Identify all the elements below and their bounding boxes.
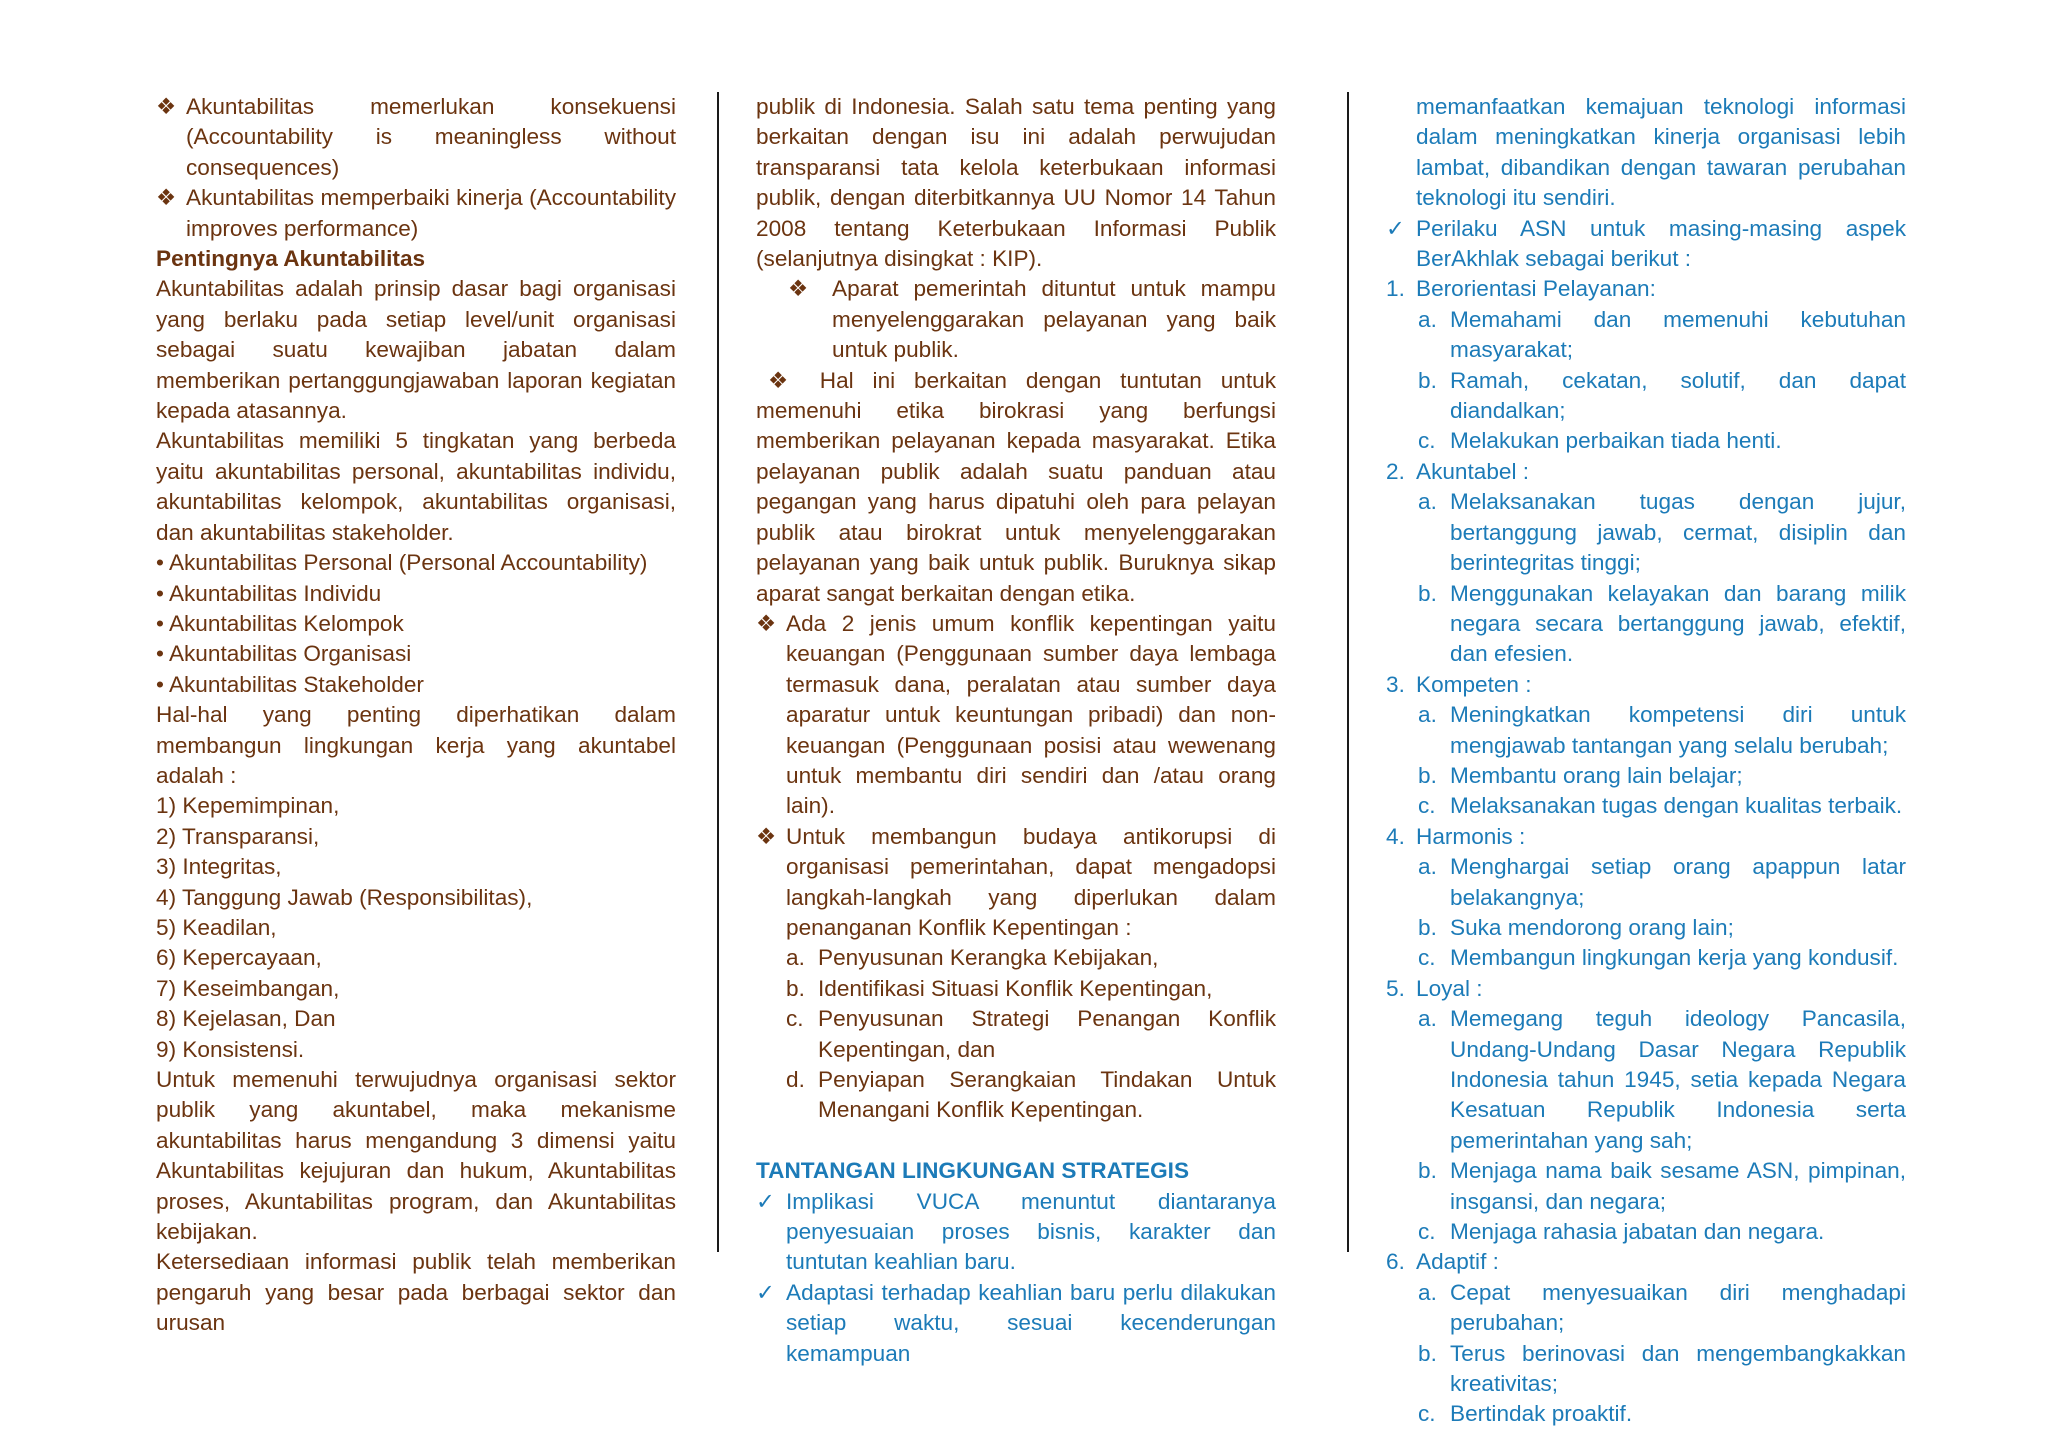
item-text: Memahami dan memenuhi kebutuhan masyarakat; bbox=[1450, 306, 1906, 363]
column-3 bbox=[1386, 92, 1906, 1430]
aspect-title-text: Adaptif : bbox=[1416, 1249, 1499, 1275]
step-marker: a. bbox=[786, 945, 805, 971]
item-marker: c. bbox=[1418, 1219, 1436, 1245]
aspect-item bbox=[1386, 791, 1906, 821]
check-text: Implikasi VUCA menuntut diantaranya penyesuaian proses bisnis, karakter dan tuntutan keahlian baru. bbox=[786, 1188, 1276, 1275]
step-text: Penyiapan Serangkaian Tindakan Untuk Menangani Konflik Kepentingan. bbox=[818, 1067, 1276, 1123]
item-text: Membantu orang lain belajar; bbox=[1450, 762, 1743, 788]
item-text: Menggunakan kelayakan dan barang milik negara secara bertanggung jawab, efektif, dan efesien. bbox=[1450, 580, 1906, 667]
item-marker: b. bbox=[1418, 367, 1437, 393]
aspect-item bbox=[1386, 1339, 1906, 1400]
bullet-text: Untuk membangun budaya antikorupsi di organisasi pemerintahan, dapat mengadopsi langkah-langkah yang diperlukan dalam penanganan Konflik Kepentingan : bbox=[786, 823, 1276, 940]
item-marker: c. bbox=[1418, 1401, 1436, 1427]
item-marker: b. bbox=[1418, 914, 1437, 940]
aspect-title bbox=[1386, 670, 1906, 700]
aspect-item bbox=[1386, 1217, 1906, 1247]
step-item bbox=[756, 1065, 1276, 1126]
aspect-item bbox=[1386, 426, 1906, 456]
item-text: Terus berinovasi dan mengembangkakkan kreativitas; bbox=[1450, 1340, 1906, 1397]
paragraph: Ketersediaan informasi publik telah memberikan pengaruh yang besar pada berbagai sektor dan urusan bbox=[156, 1249, 676, 1336]
step-marker: b. bbox=[786, 975, 805, 1001]
item-marker: c. bbox=[1418, 945, 1436, 971]
item-text: Meningkatkan kompetensi diri untuk mengjawab tantangan yang selalu berubah; bbox=[1450, 702, 1906, 758]
paragraph: Untuk memenuhi terwujudnya organisasi sektor publik yang akuntabel, maka mekanisme akuntabilitas harus mengandung 3 dimensi yaitu Akuntabilitas kejujuran dan hukum, Akuntabilitas proses, Akuntabilitas program, dan Akuntabilitas kebijakan. bbox=[156, 1067, 676, 1245]
step-item bbox=[756, 974, 1276, 1004]
bullet-item bbox=[156, 183, 676, 244]
item-marker: b. bbox=[1418, 580, 1437, 606]
aspect-title bbox=[1386, 274, 1906, 304]
aspect-number: 1. bbox=[1386, 276, 1405, 302]
column-divider bbox=[1347, 92, 1349, 1252]
item-marker: a. bbox=[1418, 854, 1437, 880]
bullet-item bbox=[756, 609, 1276, 822]
aspect-number: 2. bbox=[1386, 458, 1405, 484]
item-text: Menjaga rahasia jabatan dan negara. bbox=[1450, 1219, 1825, 1245]
section-heading: TANTANGAN LINGKUNGAN STRATEGIS bbox=[756, 1158, 1190, 1184]
list-item: 8) Kejelasan, Dan bbox=[156, 1006, 336, 1032]
aspect-item bbox=[1386, 1004, 1906, 1156]
step-text: Penyusunan Kerangka Kebijakan, bbox=[818, 945, 1159, 971]
paragraph: memanfaatkan kemajuan teknologi informasi dalam meningkatkan kinerja organisasi lebih lambat, dibandikan dengan tawaran perubahan teknologi itu sendiri. bbox=[1416, 94, 1906, 211]
aspect-item bbox=[1386, 1156, 1906, 1217]
check-item bbox=[1386, 214, 1906, 275]
bullet-text: Akuntabilitas memperbaiki kinerja (Accountability improves performance) bbox=[186, 185, 676, 241]
aspect-title-text: Harmonis : bbox=[1416, 823, 1526, 849]
aspect-item bbox=[1386, 943, 1906, 973]
aspect-item bbox=[1386, 579, 1906, 670]
item-text: Bertindak proaktif. bbox=[1450, 1401, 1633, 1427]
item-text: Melaksanakan tugas dengan jujur, bertanggung jawab, cermat, disiplin dan berintegritas tinggi; bbox=[1450, 489, 1906, 576]
step-item bbox=[756, 1004, 1276, 1065]
list-item: 2) Transparansi, bbox=[156, 823, 320, 849]
list-item: 6) Kepercayaan, bbox=[156, 945, 322, 971]
paragraph: Akuntabilitas memiliki 5 tingkatan yang berbeda yaitu akuntabilitas personal, akuntabilitas individu, akuntabilitas kelompok, akuntabilitas organisasi, dan akuntabilitas stakeholder. bbox=[156, 428, 676, 545]
aspect-title bbox=[1386, 822, 1906, 852]
item-marker: a. bbox=[1418, 306, 1437, 332]
spacer bbox=[756, 1126, 1276, 1156]
list-item: 3) Integritas, bbox=[156, 854, 282, 880]
item-marker: a. bbox=[1418, 1006, 1437, 1032]
diamond-bullet-icon: ❖ bbox=[788, 276, 809, 302]
list-item: • Akuntabilitas Stakeholder bbox=[156, 671, 424, 697]
item-text: Menghargai setiap orang apappun latar belakangnya; bbox=[1450, 854, 1906, 910]
aspect-title bbox=[1386, 1247, 1906, 1277]
aspect-item bbox=[1386, 1399, 1906, 1429]
step-marker: d. bbox=[786, 1067, 805, 1092]
item-marker: a. bbox=[1418, 489, 1437, 515]
paragraph: Hal-hal yang penting diperhatikan dalam membangun lingkungan kerja yang akuntabel adalah : bbox=[156, 702, 676, 788]
column-divider bbox=[717, 92, 719, 1252]
aspect-number: 3. bbox=[1386, 671, 1405, 697]
bullet-text: Akuntabilitas memerlukan konsekuensi (Accountability is meaningless without consequences) bbox=[186, 94, 676, 180]
step-text: Identifikasi Situasi Konflik Kepentingan, bbox=[818, 975, 1213, 1001]
item-marker: a. bbox=[1418, 1279, 1437, 1305]
section-heading: Pentingnya Akuntabilitas bbox=[156, 246, 426, 272]
check-text: Perilaku ASN untuk masing-masing aspek BerAkhlak sebagai berikut : bbox=[1416, 215, 1906, 272]
bullet-item bbox=[756, 274, 1276, 365]
list-item: • Akuntabilitas Personal (Personal Accountability) bbox=[156, 550, 648, 576]
aspect-item bbox=[1386, 700, 1906, 761]
aspect-item bbox=[1386, 913, 1906, 943]
paragraph: Akuntabilitas adalah prinsip dasar bagi organisasi yang berlaku pada setiap level/unit organisasi sebagai suatu kewajiban jabatan dalam memberikan pertanggungjawaban laporan kegiatan kepada atasannya. bbox=[156, 276, 676, 424]
bullet-item bbox=[156, 92, 676, 183]
step-text: Penyusunan Strategi Penangan Konflik Kepentingan, dan bbox=[818, 1006, 1276, 1062]
aspect-title-text: Akuntabel : bbox=[1416, 458, 1530, 484]
item-text: Membangun lingkungan kerja yang kondusif. bbox=[1450, 945, 1899, 971]
diamond-bullet-icon: ❖ bbox=[756, 823, 777, 849]
check-icon: ✓ bbox=[756, 1188, 775, 1214]
aspect-title bbox=[1386, 974, 1906, 1004]
item-marker: b. bbox=[1418, 1340, 1437, 1366]
check-icon: ✓ bbox=[756, 1279, 775, 1305]
bullet-text: Aparat pemerintah dituntut untuk mampu menyelenggarakan pelayanan yang baik untuk publik. bbox=[832, 276, 1276, 363]
list-item: • Akuntabilitas Individu bbox=[156, 580, 382, 606]
list-item: 4) Tanggung Jawab (Responsibilitas), bbox=[156, 884, 533, 910]
item-text: Cepat menyesuaikan diri menghadapi perubahan; bbox=[1450, 1279, 1906, 1336]
aspect-item bbox=[1386, 305, 1906, 366]
aspect-title-text: Kompeten : bbox=[1416, 671, 1532, 697]
check-text: Adaptasi terhadap keahlian baru perlu dilakukan setiap waktu, sesuai kecenderungan kemampuan bbox=[786, 1279, 1276, 1366]
list-item: • Akuntabilitas Organisasi bbox=[156, 641, 412, 667]
item-text: Melaksanakan tugas dengan kualitas terbaik. bbox=[1450, 793, 1903, 819]
aspect-title bbox=[1386, 457, 1906, 487]
item-text: Ramah, cekatan, solutif, dan dapat diandalkan; bbox=[1450, 367, 1906, 424]
aspect-number: 4. bbox=[1386, 823, 1405, 849]
aspect-item bbox=[1386, 1278, 1906, 1339]
bullet-text: Ada 2 jenis umum konflik kepentingan yaitu keuangan (Penggunaan sumber daya lembaga termasuk dana, peralatan atau sumber daya aparatur untuk keuntungan pribadi) dan non-keuangan (Penggunaan posisi atau wewenang untuk membantu diri sendiri dan /atau orang lain). bbox=[786, 610, 1276, 819]
diamond-bullet-icon: ❖ bbox=[156, 94, 177, 119]
item-marker: a. bbox=[1418, 702, 1437, 728]
aspect-number: 5. bbox=[1386, 975, 1405, 1001]
check-item bbox=[756, 1187, 1276, 1278]
item-text: Melakukan perbaikan tiada henti. bbox=[1450, 428, 1782, 454]
aspect-item bbox=[1386, 852, 1906, 913]
aspect-number: 6. bbox=[1386, 1249, 1405, 1275]
item-text: Suka mendorong orang lain; bbox=[1450, 914, 1734, 940]
step-item bbox=[756, 943, 1276, 973]
paragraph: ❖ Hal ini berkaitan dengan tuntutan untuk memenuhi etika birokrasi yang berfungsi memberikan pelayanan kepada masyarakat. Etika pelayanan publik adalah suatu panduan atau pegangan yang harus dipatuhi oleh para pelayan publik atau birokrat untuk menyelenggarakan pelayanan yang baik untuk publik. Buruknya sikap aparat sangat berkaitan dengan etika. bbox=[756, 367, 1276, 606]
bullet-item bbox=[756, 822, 1276, 944]
item-marker: c. bbox=[1418, 428, 1436, 454]
aspect-title-text: Loyal : bbox=[1416, 975, 1483, 1001]
list-item: 7) Keseimbangan, bbox=[156, 975, 340, 1001]
item-marker: b. bbox=[1418, 762, 1437, 788]
list-item: 5) Keadilan, bbox=[156, 914, 277, 940]
diamond-bullet-icon: ❖ bbox=[156, 185, 177, 211]
aspect-item bbox=[1386, 761, 1906, 791]
diamond-bullet-icon: ❖ bbox=[756, 610, 777, 636]
check-icon: ✓ bbox=[1386, 215, 1405, 241]
aspect-item bbox=[1386, 487, 1906, 578]
list-item: 1) Kepemimpinan, bbox=[156, 793, 340, 819]
column-2 bbox=[756, 92, 1276, 1369]
paragraph: publik di Indonesia. Salah satu tema penting yang berkaitan dengan isu ini adalah perwujudan transparansi tata kelola keterbukaan informasi publik, dengan diterbitkannya UU Nomor 14 Tahun 2008 tentang Keterbukaan Informasi Publik (selanjutnya disingkat : KIP). bbox=[756, 94, 1276, 272]
aspect-title-text: Berorientasi Pelayanan: bbox=[1416, 276, 1656, 302]
item-marker: b. bbox=[1418, 1158, 1437, 1184]
check-item bbox=[756, 1278, 1276, 1369]
aspect-item bbox=[1386, 366, 1906, 427]
step-marker: c. bbox=[786, 1006, 804, 1032]
column-1 bbox=[156, 92, 676, 1339]
item-text: Menjaga nama baik sesame ASN, pimpinan, insgansi, dan negara; bbox=[1450, 1158, 1906, 1214]
item-text: Memegang teguh ideology Pancasila, Undang-Undang Dasar Negara Republik Indonesia tahun 1945, setia kepada Negara Kesatuan Republik Indonesia serta pemerintahan yang sah; bbox=[1450, 1006, 1906, 1153]
list-item: 9) Konsistensi. bbox=[156, 1036, 305, 1062]
item-marker: c. bbox=[1418, 793, 1436, 819]
list-item: • Akuntabilitas Kelompok bbox=[156, 610, 404, 636]
